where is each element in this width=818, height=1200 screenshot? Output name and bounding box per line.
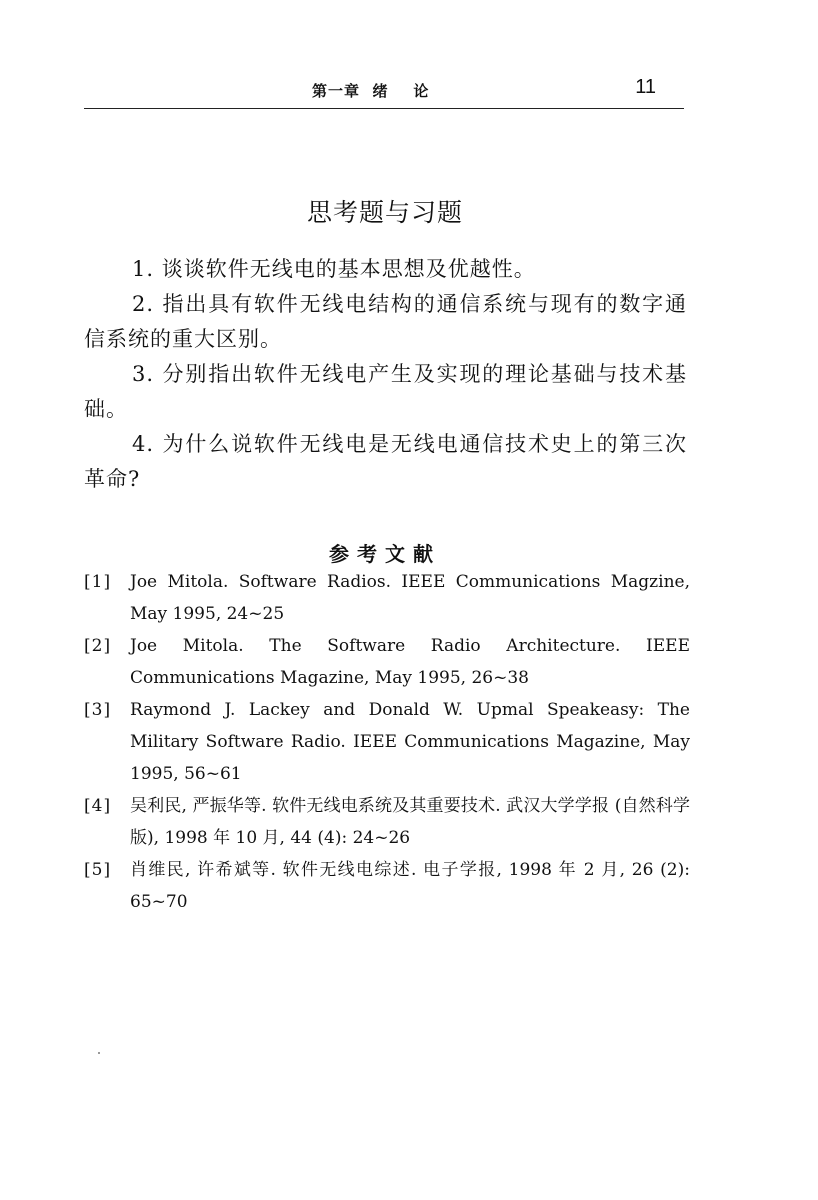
reference-number: [4] [84,796,112,816]
references-title: 参考文献 [329,542,441,566]
exercises-title: 思考题与习题 [306,197,463,227]
reference-text: Joe Mitola. The Software Radio Architecture. IEEE Communications Magazine, May 1995, 26~38 [130,636,690,688]
exercise-item: 3. 分别指出软件无线电产生及实现的理论基础与技术基础。 [84,362,687,421]
reference-item [84,566,690,630]
reference-item [84,630,690,694]
exercise-item: 4. 为什么说软件无线电是无线电通信技术史上的第三次革命? [84,432,687,491]
reference-number: [3] [84,700,112,720]
reference-text: Joe Mitola. Software Radios. IEEE Communications Magzine, May 1995, 24~25 [130,572,690,624]
chapter-title: 第一章 绪 论 [312,82,430,100]
exercise-list [84,252,687,497]
reference-number: [5] [84,860,112,880]
exercise-item: 2. 指出具有软件无线电结构的通信系统与现有的数字通信系统的重大区别。 [84,292,687,351]
running-header [84,76,684,109]
reference-text: Raymond J. Lackey and Donald W. Upmal Speakeasy: The Military Software Radio. IEEE Communications Magazine, May 1995, 56~61 [130,700,690,784]
reference-item [84,694,690,790]
reference-list [84,566,690,918]
reference-text: 吴利民, 严振华等. 软件无线电系统及其重要技术. 武汉大学学报 (自然科学版), 1998 年 10 月, 44 (4): 24~26 [130,796,690,848]
reference-item [84,790,690,854]
scan-speck [98,1052,100,1054]
reference-item [84,854,690,918]
reference-number: [1] [84,572,112,592]
reference-text: 肖维民, 许希斌等. 软件无线电综述. 电子学报, 1998 年 2 月, 26 (2): 65~70 [130,860,690,912]
page-number: 11 [635,76,656,98]
reference-number: [2] [84,636,112,656]
exercise-item: 1. 谈谈软件无线电的基本思想及优越性。 [132,257,536,281]
